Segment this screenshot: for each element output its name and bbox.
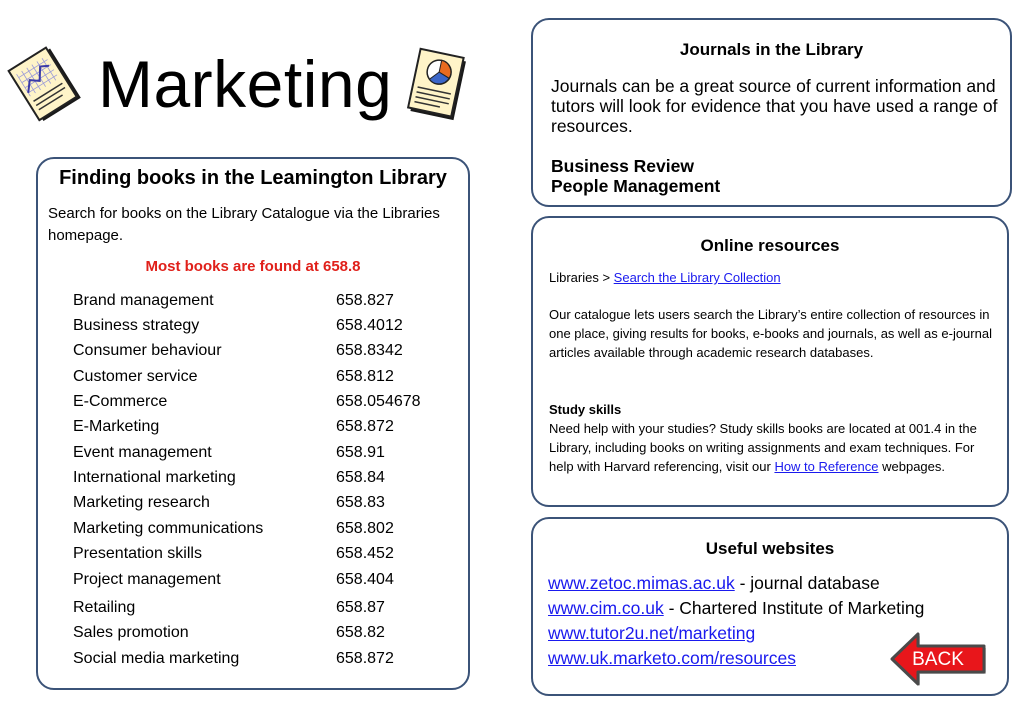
book-code: 658.8342	[336, 342, 403, 359]
book-row	[73, 442, 463, 464]
book-row	[73, 622, 463, 644]
online-heading: Online resources	[700, 236, 840, 255]
book-code: 658.404	[336, 571, 394, 588]
book-subject: Brand management	[73, 292, 214, 309]
website-row	[548, 646, 796, 671]
book-code: 658.812	[336, 368, 394, 385]
search-library-collection-link[interactable]: Search the Library Collection	[613, 270, 781, 285]
websites-heading: Useful websites	[705, 539, 835, 558]
website-row	[548, 571, 880, 596]
journal-title: Business Review	[551, 156, 694, 176]
website-desc: - journal database	[734, 573, 880, 593]
book-row	[73, 467, 463, 489]
website-desc: - Chartered Institute of Marketing	[663, 598, 925, 618]
book-row	[73, 416, 463, 438]
book-code: 658.054678	[336, 393, 421, 410]
book-code: 658.4012	[336, 317, 403, 334]
page-title: Marketing	[98, 47, 393, 121]
book-row	[73, 492, 463, 514]
breadcrumb-prefix: Libraries >	[549, 270, 614, 285]
study-skills-body: Need help with your studies? Study skills books are located at 001.4 in the Library, including books on writing assignments and exam techniques. For help with Harvard referencing, visit our	[549, 421, 977, 474]
book-subject: Event management	[73, 444, 212, 461]
book-subject: Sales promotion	[73, 624, 189, 641]
journals-panel	[531, 18, 1012, 207]
book-code: 658.872	[336, 650, 394, 667]
book-row	[73, 391, 463, 413]
book-code: 658.802	[336, 520, 394, 537]
journals-heading: Journals in the Library	[679, 40, 864, 59]
website-link[interactable]: www.uk.marketo.com/resources	[548, 648, 796, 668]
how-to-reference-link[interactable]: How to Reference	[774, 459, 879, 474]
back-button[interactable]	[886, 630, 990, 688]
book-subject: Marketing communications	[73, 520, 264, 537]
book-row	[73, 366, 463, 388]
book-subject: Social media marketing	[73, 650, 240, 667]
chart-document-icon	[6, 46, 88, 133]
book-code: 658.827	[336, 292, 394, 309]
book-row	[73, 290, 463, 312]
book-subject: Customer service	[73, 368, 198, 385]
book-subject: E-Commerce	[73, 393, 168, 410]
study-skills-heading: Study skills	[549, 402, 622, 417]
book-subject: Marketing research	[73, 494, 210, 511]
study-skills-text	[549, 419, 995, 476]
book-code: 658.87	[336, 599, 385, 616]
website-row	[548, 621, 755, 646]
pie-chart-document-icon	[396, 46, 478, 133]
book-code: 658.872	[336, 418, 394, 435]
book-subject: Retailing	[73, 599, 136, 616]
book-subject: International marketing	[73, 469, 236, 486]
book-code: 658.84	[336, 469, 385, 486]
book-row	[73, 518, 463, 540]
books-panel	[36, 157, 470, 690]
book-row	[73, 315, 463, 337]
books-note: Most books are found at 658.8	[145, 258, 361, 275]
book-subject: E-Marketing	[73, 418, 160, 435]
book-row	[73, 597, 463, 619]
catalogue-text: Our catalogue lets users search the Library’s entire collection of resources in one place, giving results for books, e-books and journals, as well as e-journal articles available through academic research databases.	[549, 307, 992, 360]
books-heading: Finding books in the Leamington Library	[59, 167, 447, 189]
study-skills-suffix: webpages.	[878, 459, 945, 474]
website-row	[548, 596, 924, 621]
back-button-label: BACK	[912, 649, 964, 670]
website-link[interactable]: www.tutor2u.net/marketing	[548, 623, 756, 643]
book-row	[73, 569, 463, 591]
book-code: 658.83	[336, 494, 385, 511]
book-subject: Presentation skills	[73, 545, 202, 562]
book-row	[73, 543, 463, 565]
books-intro: Search for books on the Library Catalogue via the Libraries homepage.	[48, 205, 440, 244]
online-resources-panel	[531, 216, 1009, 507]
book-code: 658.91	[336, 444, 385, 461]
journals-text: Journals can be a great source of current information and tutors will look for evidence that you have used a range of resources.	[551, 76, 998, 136]
breadcrumb	[549, 268, 995, 287]
back-arrow-icon	[886, 630, 990, 688]
book-code: 658.82	[336, 624, 385, 641]
website-link[interactable]: www.cim.co.uk	[548, 598, 664, 618]
book-code: 658.452	[336, 545, 394, 562]
book-subject: Project management	[73, 571, 221, 588]
journal-titles	[551, 156, 720, 196]
book-subject: Business strategy	[73, 317, 200, 334]
website-link[interactable]: www.zetoc.mimas.ac.uk	[548, 573, 735, 593]
book-subject: Consumer behaviour	[73, 342, 222, 359]
book-row	[73, 340, 463, 362]
book-row	[73, 648, 463, 670]
journal-title: People Management	[551, 176, 721, 196]
